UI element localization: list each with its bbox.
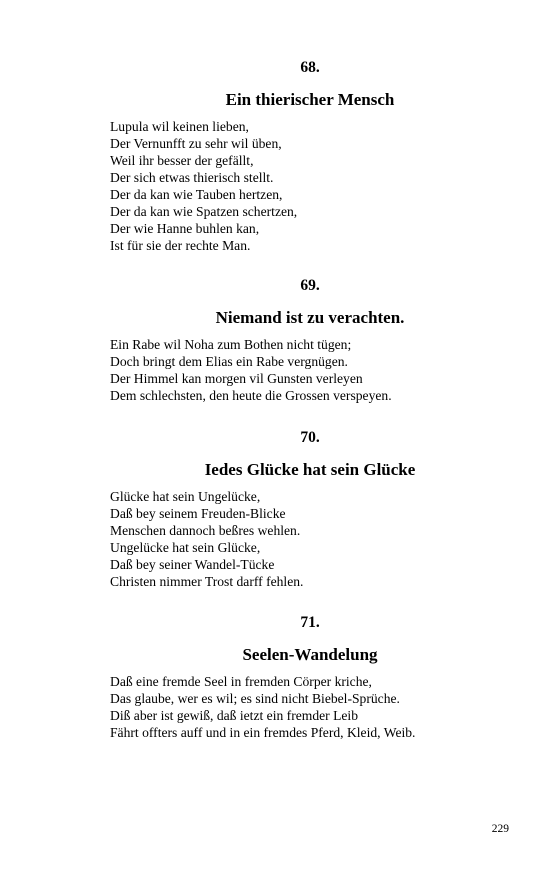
- poem-lines: [110, 118, 510, 254]
- poem-line: Daß bey seinem Freuden-Blicke: [110, 506, 286, 521]
- poem-title: Iedes Glücke hat sein Glücke: [204, 460, 416, 479]
- poem-68: [110, 59, 510, 254]
- poem-line: Der sich etwas thierisch stellt.: [110, 170, 274, 185]
- poem-line: Daß eine fremde Seel in fremden Cörper kriche,: [110, 674, 372, 689]
- poem-title: Niemand ist zu verachten.: [215, 308, 405, 327]
- poem-line: Der da kan wie Spatzen schertzen,: [110, 204, 298, 219]
- poem-line: Der Himmel kan morgen vil Gunsten verleyen: [110, 371, 363, 386]
- poem-title: Ein thierischer Mensch: [225, 90, 395, 109]
- poem-line: Menschen dannoch beßres wehlen.: [110, 523, 301, 538]
- poem-line: Glücke hat sein Ungelücke,: [110, 489, 261, 504]
- poem-lines: [110, 336, 510, 404]
- poem-number: 69.: [300, 277, 320, 294]
- poem-line: Weil ihr besser der gefällt,: [110, 153, 254, 168]
- poem-line: Daß bey seiner Wandel-Tücke: [110, 557, 275, 572]
- poem-69: [110, 277, 510, 404]
- poem-70: [110, 429, 510, 590]
- page-number: 229: [491, 823, 509, 835]
- poem-title: Seelen-Wandelung: [242, 645, 378, 664]
- poem-number: 68.: [300, 59, 320, 76]
- poem-line: Der da kan wie Tauben hertzen,: [110, 187, 283, 202]
- poem-number: 71.: [300, 614, 320, 631]
- poem-number: 70.: [300, 429, 320, 446]
- poem-lines: [110, 488, 510, 590]
- poem-line: Christen nimmer Trost darff fehlen.: [110, 574, 304, 589]
- poem-line: Der Vernunfft zu sehr wil üben,: [110, 136, 282, 151]
- poem-line: Ist für sie der rechte Man.: [110, 238, 251, 253]
- poem-line: Ungelücke hat sein Glücke,: [110, 540, 261, 555]
- poem-line: Fährt offters auff und in ein fremdes Pferd, Kleid, Weib.: [110, 725, 416, 740]
- poem-71: [110, 614, 510, 741]
- poem-line: Diß aber ist gewiß, daß ietzt ein fremder Leib: [110, 708, 358, 723]
- poem-line: Doch bringt dem Elias ein Rabe vergnügen.: [110, 354, 348, 369]
- poem-line: Lupula wil keinen lieben,: [110, 119, 249, 134]
- poem-line: Der wie Hanne buhlen kan,: [110, 221, 260, 236]
- poem-line: Das glaube, wer es wil; es sind nicht Biebel-Sprüche.: [110, 691, 400, 706]
- poem-line: Ein Rabe wil Noha zum Bothen nicht tügen;: [110, 337, 352, 352]
- poem-line: Dem schlechsten, den heute die Grossen verspeyen.: [110, 388, 392, 403]
- poem-lines: [110, 673, 510, 741]
